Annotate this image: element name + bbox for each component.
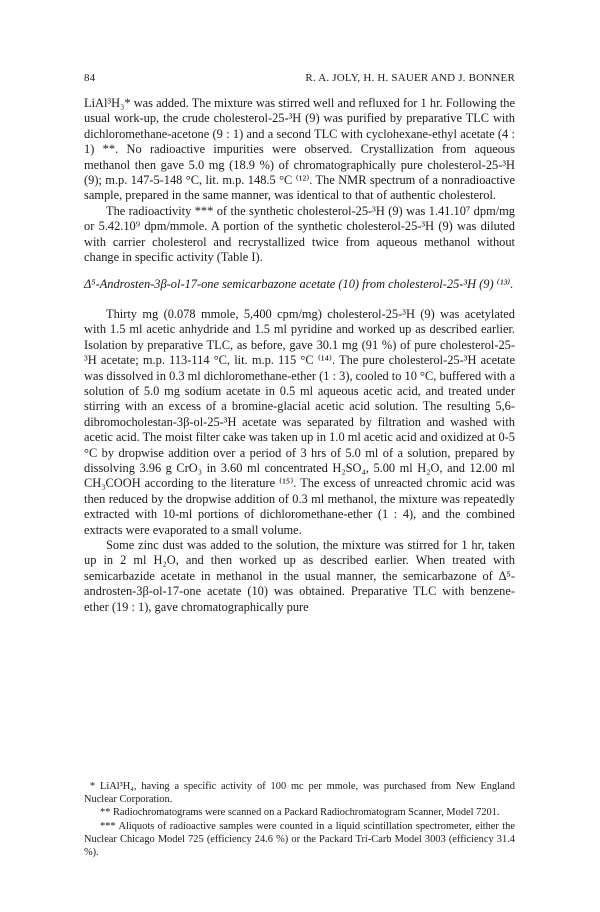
section-heading: Δ⁵-Androsten-3β-ol-17-one semicarbazone acetate (10) from cholesterol-25-³H (9) ⁽¹³⁾.: [84, 277, 514, 292]
body-text: [84, 96, 515, 615]
footnote: *** Aliquots of radioactive samples were counted in a liquid scintillation spectrometer, either the Nuclear Chicago Model 725 (efficiency 24.6 %) or the Packard Tri-Carb Model 3003 (efficiency 31.4 %).: [84, 820, 515, 859]
paragraph: Thirty mg (0.078 mmole, 5,400 cpm/mg) cholesterol-25-³H (9) was acetylated with 1.5 ml acetic anhydride and 1.5 ml pyridine and worked up as described earlier. Isolation by preparative TLC, as before, gave 30.1 mg (91 %) of pure cholesterol-25-³H acetate; m.p. 113-114 °C, lit. m.p. 115 °C ⁽¹⁴⁾. The pure cholesterol-25-³H acetate was dissolved in 0.3 ml dichloromethane-ether (1 : 3), cooled to 10 °C, buffered with a solution of 5.0 mg sodium acetate in 0.5 ml aqueous acetic acid, and treated under stirring with an excess of a bromine-glacial acetic acid solution. The resulting 5,6-dibromocholestan-3β-ol-25-³H acetate was separated by filtration and washed with acetic acid. The moist filter cake was taken up in 1.0 ml acetic acid and oxidized at 0-5 °C by dropwise addition over a period of 3 hrs of 5.0 ml of a solution, prepared by dissolving 3.96 g CrO₃ in 3.60 ml concentrated H₂SO₄, 5.00 ml H₂O, and 12.00 ml CH₃COOH according to the literature ⁽¹⁵⁾. The excess of unreacted chromic acid was then reduced by the dropwise addition of 0.3 ml methanol, the mixture was repeatedly extracted with 10-ml portions of dichloromethane-ether (1 : 4), and the combined extracts were evaporated to a small volume.: [84, 306, 515, 537]
footnotes: [84, 780, 515, 859]
footnote: ** Radiochromatograms were scanned on a Packard Radiochromatogram Scanner, Model 7201.: [100, 807, 500, 819]
page-header: [84, 72, 515, 88]
paragraph: The radioactivity *** of the synthetic cholesterol-25-³H (9) was 1.41.10⁷ dpm/mg or 5.42.10⁹ dpm/mmole. A portion of the synthetic cholesterol-25-³H (9) was diluted with carrier cholesterol and recrystallized twice from aqueous methanol without change in specific activity (Table I).: [84, 203, 515, 265]
footnote: * LiAl³H₄, having a specific activity of 100 mc per mmole, was purchased from New England Nuclear Corporation.: [84, 781, 515, 806]
paragraph: Some zinc dust was added to the solution, the mixture was stirred for 1 hr, taken up in 2 ml H₂O, and then worked up as described earlier. When treated with semicarbazide acetate in methanol in the usual manner, the semicarbazone of Δ⁵-androsten-3β-ol-17-one acetate (10) was obtained. Preparative TLC with benzene-ether (19 : 1), gave chromatographically pure: [84, 537, 515, 614]
paragraph: LiAl³H₃* was added. The mixture was stirred well and refluxed for 1 hr. Following the usual work-up, the crude cholesterol-25-³H (9) was purified by preparative TLC with dichloromethane-acetone (9 : 1) and a second TLC with cyclohexane-ethyl acetate (4 : 1) **. No radioactive impurities were observed. Crystallization from aqueous methanol then gave 5.0 mg (18.9 %) of chromatographically pure cholesterol-25-³H (9); m.p. 147-5-148 °C, lit. m.p. 148.5 °C ⁽¹²⁾. The NMR spectrum of a nonradioactive sample, prepared in the same manner, was identical to that of authentic cholesterol.: [84, 96, 515, 203]
page-number: 84: [84, 72, 96, 84]
running-head: R. A. JOLY, H. H. SAUER AND J. BONNER: [305, 72, 515, 84]
